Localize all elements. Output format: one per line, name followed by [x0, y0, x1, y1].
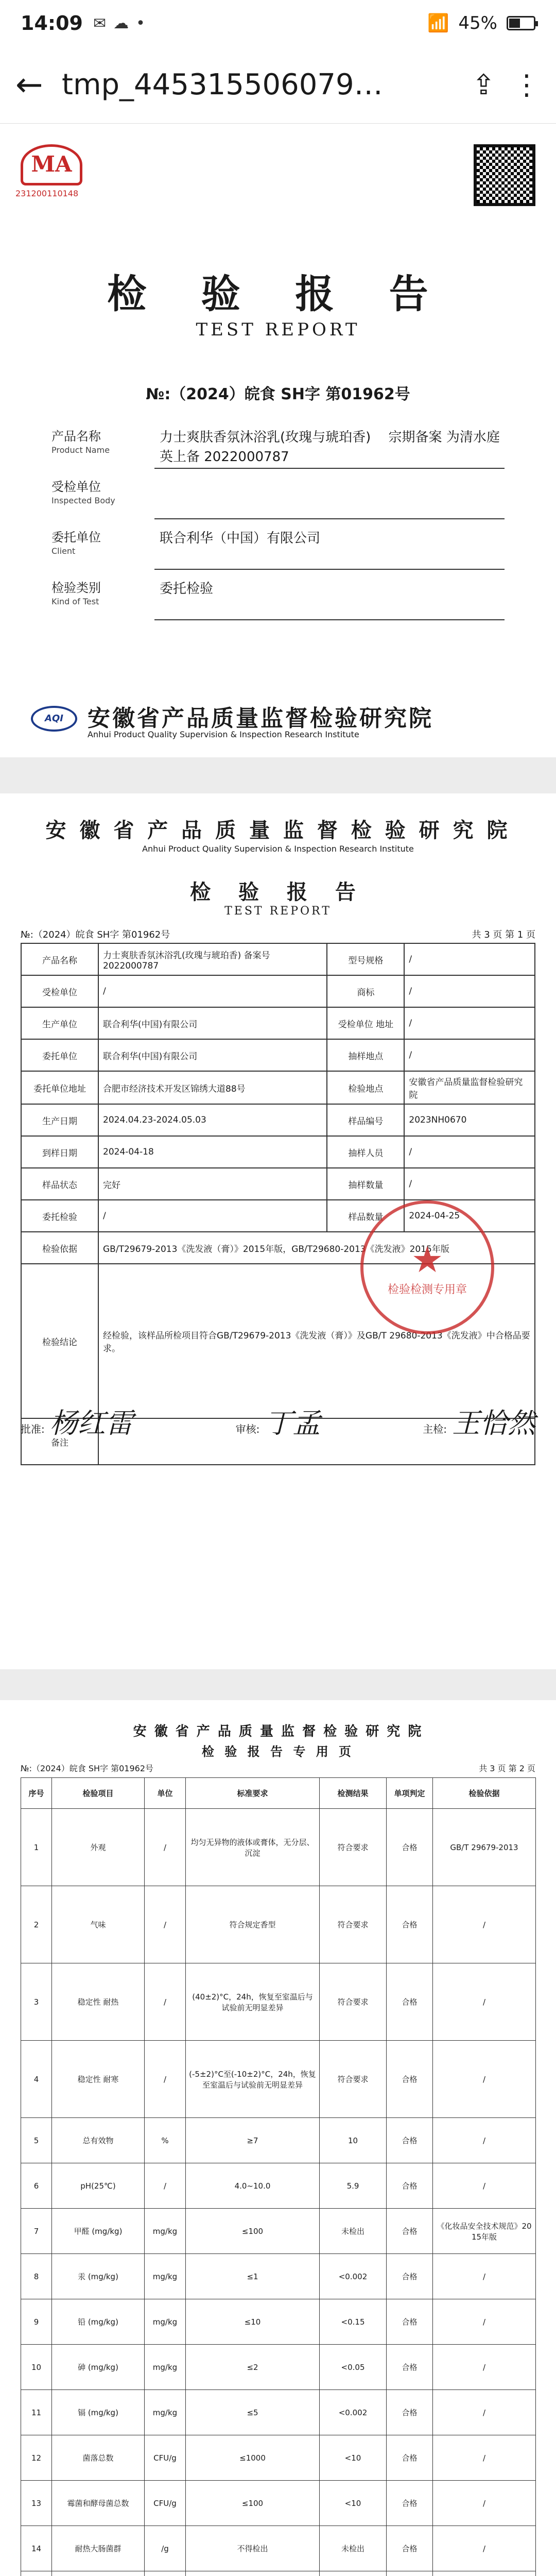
results-row [21, 2118, 536, 2163]
field-label: 委托单位 [51, 530, 101, 545]
results-header-row [21, 1778, 536, 1809]
info-label: 委托单位 [21, 1039, 98, 1071]
signature: 王恰然 [452, 1407, 535, 1439]
results-cell [387, 2571, 433, 2576]
info-value: / [98, 975, 327, 1007]
field-label-en: Product Name [51, 445, 110, 455]
results-cell: (40±2)°C，24h，恢复至室温后与试验前无明显差异 [186, 1963, 320, 2041]
info-value: 2024-04-25 [404, 1200, 535, 1232]
results-cell: 汞 (mg/kg) [52, 2254, 145, 2299]
results-cell: 3 [21, 1963, 52, 2041]
info-value: GB/T29679-2013《洗发液（膏）》2015年版，GB/T29680-2013《洗发液》2015年版 [98, 1232, 535, 1264]
info-value: / [404, 1039, 535, 1071]
field-label-en: Client [51, 546, 76, 556]
results-column-header: 检验项目 [52, 1778, 145, 1809]
institute-header-en: Anhui Product Quality Supervision & Inspection Research Institute [142, 844, 414, 854]
results-row [21, 2345, 536, 2390]
status-time: 14:09 [21, 12, 83, 35]
info-label: 委托单位地址 [21, 1071, 98, 1104]
info-label: 到样日期 [21, 1136, 98, 1168]
results-cell: / [433, 2481, 536, 2526]
cover-report-number: №:（2024）皖食 SH字 第01962号 [146, 385, 410, 403]
results-cell: 不得检出 [186, 2526, 320, 2571]
results-cell: 合格 [387, 2526, 433, 2571]
results-cell: mg/kg [145, 2254, 186, 2299]
app-bar [0, 46, 556, 124]
results-cell [433, 2571, 536, 2576]
info-value: 联合利华(中国)有限公司 [98, 1039, 327, 1071]
results-cell: 符合规定香型 [186, 1886, 320, 1963]
cover-title: 检 验 报 告 [107, 271, 449, 317]
notification-icons [93, 14, 145, 32]
results-cell: / [145, 1886, 186, 1963]
results-row [21, 1963, 536, 2041]
results-cell: mg/kg [145, 2209, 186, 2254]
results-row [21, 1809, 536, 1886]
share-icon[interactable]: ⇪ [472, 69, 495, 101]
results-cell: 合格 [387, 1963, 433, 2041]
report-page-cover [0, 124, 556, 757]
results-cell: 合格 [387, 2163, 433, 2209]
report-info-body [21, 943, 535, 1465]
results-column-header: 序号 [21, 1778, 52, 1809]
results-column-header: 检验依据 [433, 1778, 536, 1809]
results-cell: 稳定性 耐寒 [52, 2041, 145, 2118]
info-row [21, 1136, 535, 1168]
report-page-summary [0, 793, 556, 1669]
results-cell: 10 [21, 2345, 52, 2390]
results-row [21, 2299, 536, 2345]
results-cell: CFU/g [145, 2481, 186, 2526]
results-cell: 耐热大肠菌群 [52, 2526, 145, 2571]
results-cell [320, 2571, 387, 2576]
cover-field-client [51, 529, 505, 570]
field-value: 委托检验 [154, 579, 505, 620]
signature-approve [21, 1401, 133, 1441]
results-cell: <0.002 [320, 2390, 387, 2435]
results-cell: CFU/g [145, 2435, 186, 2481]
results-cell: 气味 [52, 1886, 145, 1963]
results-cell: / [433, 2435, 536, 2481]
report-info-table [21, 943, 535, 1465]
ma-number: 231200110148 [15, 189, 79, 198]
info-value: 合肥市经济技术开发区锦绣大道88号 [98, 1071, 327, 1104]
results-cell: ≤1000 [186, 2435, 320, 2481]
info-value: 经检验，该样品所检项目符合GB/T29679-2013《洗发液（膏）》及GB/T 29680-2013《洗发液》中合格品要求。 [98, 1264, 535, 1418]
battery-icon [507, 16, 535, 30]
results-cell: 符合要求 [320, 2041, 387, 2118]
institute-name: 安徽省产品质量监督检验研究院 [88, 705, 433, 732]
results-cell: 合格 [387, 2041, 433, 2118]
results-cell: /g [145, 2526, 186, 2571]
results-row [21, 2435, 536, 2481]
results-cell: 13 [21, 2481, 52, 2526]
results-cell: 符合要求 [320, 1886, 387, 1963]
results-cell: 符合要求 [320, 1809, 387, 1886]
results-cell: 稳定性 耐热 [52, 1963, 145, 2041]
results-cell: 12 [21, 2435, 52, 2481]
results-cell: 砷 (mg/kg) [52, 2345, 145, 2390]
results-cell: 合格 [387, 2209, 433, 2254]
results-cell: mg/kg [145, 2390, 186, 2435]
results-cell: 1 [21, 1809, 52, 1886]
results-row [21, 2041, 536, 2118]
info-label: 抽样地点 [327, 1039, 404, 1071]
info-label: 样品数量 [327, 1200, 404, 1232]
results-cell: 9 [21, 2299, 52, 2345]
info-label: 生产日期 [21, 1104, 98, 1136]
results-cell: 7 [21, 2209, 52, 2254]
results-cell: <0.05 [320, 2345, 387, 2390]
report-number: №:（2024）皖食 SH字 第01962号 [21, 929, 170, 940]
info-value: 安徽省产品质量监督检验研究院 [404, 1071, 535, 1104]
results-cell: / [433, 2163, 536, 2209]
results-cell: 5.9 [320, 2163, 387, 2209]
star-icon: ★ [411, 1238, 444, 1281]
results-cell: / [433, 2254, 536, 2299]
info-value: 2023NH0670 [404, 1104, 535, 1136]
results-cell: ≤5 [186, 2390, 320, 2435]
report-page-results [0, 1700, 556, 2576]
results-cell: 总有效物 [52, 2118, 145, 2163]
institute-header: 安 徽 省 产 品 质 量 监 督 检 验 研 究 院 [133, 1724, 423, 1739]
results-cell: / [433, 1886, 536, 1963]
results-cell [21, 2571, 52, 2576]
info-row [21, 1071, 535, 1104]
institute-header: 安 徽 省 产 品 质 量 监 督 检 验 研 究 院 [45, 819, 511, 842]
results-row [21, 2390, 536, 2435]
stamp-text: 检验检测专用章 [387, 1283, 467, 1296]
report-number: №:（2024）皖食 SH字 第01962号 [21, 1764, 154, 1773]
info-row [21, 1104, 535, 1136]
results-cell: mg/kg [145, 2299, 186, 2345]
info-label: 样品状态 [21, 1168, 98, 1200]
results-cell: 10 [320, 2118, 387, 2163]
info-value: 力士爽肤香氛沐浴乳(玫瑰与琥珀香) 备案号 2022000787 [98, 943, 327, 975]
results-cell: 未检出 [320, 2209, 387, 2254]
results-cell [52, 2571, 145, 2576]
results-cell: ≥7 [186, 2118, 320, 2163]
results-cell: 2 [21, 1886, 52, 1963]
signature-row [21, 1401, 535, 1441]
results-cell: 《化妆品安全技术规范》2015年版 [433, 2209, 536, 2254]
results-cell: 镉 (mg/kg) [52, 2390, 145, 2435]
wifi-icon: 📶 [427, 13, 449, 33]
info-label: 检验结论 [21, 1264, 98, 1418]
results-cell: (-5±2)°C至(-10±2)°C，24h，恢复至室温后与试验前无明显差异 [186, 2041, 320, 2118]
results-cell: 6 [21, 2163, 52, 2209]
report-subtitle: TEST REPORT [224, 905, 332, 918]
ma-logo: MA [21, 144, 82, 185]
results-cell: ≤1 [186, 2254, 320, 2299]
results-body [21, 1809, 536, 2576]
info-label: 型号规格 [327, 943, 404, 975]
signature-label: 主检: [423, 1423, 447, 1435]
info-label: 检验依据 [21, 1232, 98, 1264]
results-cell: / [145, 1809, 186, 1886]
results-cell: GB/T 29679-2013 [433, 1809, 536, 1886]
cover-field-kind [51, 579, 505, 620]
cloud-icon: ☁ [113, 14, 129, 32]
info-row [21, 943, 535, 975]
results-cell [186, 2571, 320, 2576]
results-cell: pH(25℃) [52, 2163, 145, 2209]
results-cell: <10 [320, 2481, 387, 2526]
institute-logo: AQI [31, 706, 77, 732]
info-label: 样品编号 [327, 1104, 404, 1136]
info-label: 抽样数量 [327, 1168, 404, 1200]
notification-icon: ✉ [93, 14, 107, 32]
results-cell: / [433, 2345, 536, 2390]
signature: 杨红雷 [49, 1407, 133, 1439]
status-right [427, 13, 535, 33]
field-label: 受检单位 [51, 480, 101, 494]
results-cell: 符合要求 [320, 1963, 387, 2041]
signature-main [423, 1401, 535, 1441]
info-label: 生产单位 [21, 1007, 98, 1039]
results-cell: / [145, 2163, 186, 2209]
info-label: 受检单位 地址 [327, 1007, 404, 1039]
results-table [21, 1777, 536, 2576]
field-value: 力士爽肤香氛沐浴乳(玫瑰与琥珀香) 宗期备案 为清水庭英上备 2022000787 [154, 428, 505, 469]
cover-field-product [51, 428, 505, 469]
info-value: / [404, 1168, 535, 1200]
results-cell: 5 [21, 2118, 52, 2163]
results-cell: 合格 [387, 1809, 433, 1886]
results-column-header: 单位 [145, 1778, 186, 1809]
qr-code-icon [474, 144, 535, 206]
info-value: / [404, 1136, 535, 1168]
results-cell: 未检出 [320, 2526, 387, 2571]
results-column-header: 检测结果 [320, 1778, 387, 1809]
results-cell: ≤100 [186, 2209, 320, 2254]
page-label: 共 3 页 第 1 页 [472, 929, 535, 940]
status-bar [0, 0, 556, 46]
field-label-en: Kind of Test [51, 597, 99, 606]
info-value: 联合利华(中国)有限公司 [98, 1007, 327, 1039]
info-row [21, 1007, 535, 1039]
results-cell: 合格 [387, 2345, 433, 2390]
field-label: 产品名称 [51, 429, 101, 444]
info-value: 2024-04-18 [98, 1136, 327, 1168]
info-value: 2024.04.23-2024.05.03 [98, 1104, 327, 1136]
results-row [21, 2209, 536, 2254]
signature-review [236, 1401, 321, 1441]
signature: 丁孟 [265, 1407, 321, 1439]
field-value: 联合利华（中国）有限公司 [154, 529, 505, 570]
page-label: 共 3 页 第 2 页 [479, 1764, 535, 1773]
results-row [21, 2163, 536, 2209]
results-row [21, 2254, 536, 2299]
battery-percent: 45% [458, 13, 497, 33]
back-arrow-icon[interactable]: ← [15, 65, 43, 104]
results-cell: ≤10 [186, 2299, 320, 2345]
results-cell: 11 [21, 2390, 52, 2435]
results-cell: <10 [320, 2435, 387, 2481]
results-cell: 合格 [387, 2435, 433, 2481]
results-cell: mg/kg [145, 2345, 186, 2390]
info-row [21, 1168, 535, 1200]
results-cell: / [433, 2526, 536, 2571]
results-cell: / [433, 2390, 536, 2435]
results-subtitle: 检 验 报 告 专 用 页 [201, 1744, 355, 1759]
results-cell: / [433, 2041, 536, 2118]
more-dots-icon: • [136, 14, 145, 32]
results-row [21, 1886, 536, 1963]
results-cell: <0.002 [320, 2254, 387, 2299]
info-row [21, 975, 535, 1007]
results-row [21, 2571, 536, 2576]
results-cell: 4.0~10.0 [186, 2163, 320, 2209]
more-icon[interactable]: ⋮ [513, 69, 541, 101]
cover-subtitle: TEST REPORT [196, 319, 360, 340]
info-value: / [404, 975, 535, 1007]
results-cell [145, 2571, 186, 2576]
results-cell: <0.15 [320, 2299, 387, 2345]
official-stamp [360, 1200, 494, 1334]
info-label: 受检单位 [21, 975, 98, 1007]
info-label: 产品名称 [21, 943, 98, 975]
signature-label: 批准: [21, 1423, 45, 1435]
info-label: 委托检验 [21, 1200, 98, 1232]
info-label: 备注 [21, 1418, 98, 1465]
results-row [21, 2481, 536, 2526]
info-label: 检验地点 [327, 1071, 404, 1104]
results-cell: 甲醛 (mg/kg) [52, 2209, 145, 2254]
results-cell: ≤2 [186, 2345, 320, 2390]
info-label: 抽样人员 [327, 1136, 404, 1168]
field-value [154, 478, 505, 519]
results-cell: 合格 [387, 2118, 433, 2163]
field-label-en: Inspected Body [51, 496, 115, 505]
info-value: 完好 [98, 1168, 327, 1200]
info-value: / [98, 1200, 327, 1232]
results-row [21, 2526, 536, 2571]
results-cell: % [145, 2118, 186, 2163]
results-cell: 8 [21, 2254, 52, 2299]
results-column-header: 标准要求 [186, 1778, 320, 1809]
results-cell: 合格 [387, 2299, 433, 2345]
results-cell: ≤100 [186, 2481, 320, 2526]
results-cell: 铅 (mg/kg) [52, 2299, 145, 2345]
results-cell: 霉菌和酵母菌总数 [52, 2481, 145, 2526]
results-cell: 外观 [52, 1809, 145, 1886]
results-column-header: 单项判定 [387, 1778, 433, 1809]
institute-name-en: Anhui Product Quality Supervision & Inspection Research Institute [88, 730, 359, 739]
info-value: / [404, 943, 535, 975]
results-cell: 4 [21, 2041, 52, 2118]
signature-label: 审核: [235, 1423, 260, 1435]
results-cell: / [433, 2299, 536, 2345]
results-cell: / [433, 1963, 536, 2041]
results-cell: / [433, 2118, 536, 2163]
results-cell: 合格 [387, 2481, 433, 2526]
field-label: 检验类别 [51, 581, 101, 595]
info-value: / [404, 1007, 535, 1039]
results-cell: / [145, 2041, 186, 2118]
cover-fields [51, 428, 505, 630]
results-cell: 合格 [387, 1886, 433, 1963]
report-title: 检 验 报 告 [190, 880, 366, 904]
results-cell: 均匀无异物的液体或膏体，无分层、沉淀 [186, 1809, 320, 1886]
document-title: tmp_445315506079… [62, 68, 383, 101]
info-label: 商标 [327, 975, 404, 1007]
info-row [21, 1039, 535, 1071]
results-cell: 14 [21, 2526, 52, 2571]
results-cell: 合格 [387, 2390, 433, 2435]
cover-field-inspected [51, 478, 505, 519]
results-cell: / [145, 1963, 186, 2041]
results-cell: 合格 [387, 2254, 433, 2299]
results-cell: 菌落总数 [52, 2435, 145, 2481]
battery-fill [509, 19, 520, 28]
